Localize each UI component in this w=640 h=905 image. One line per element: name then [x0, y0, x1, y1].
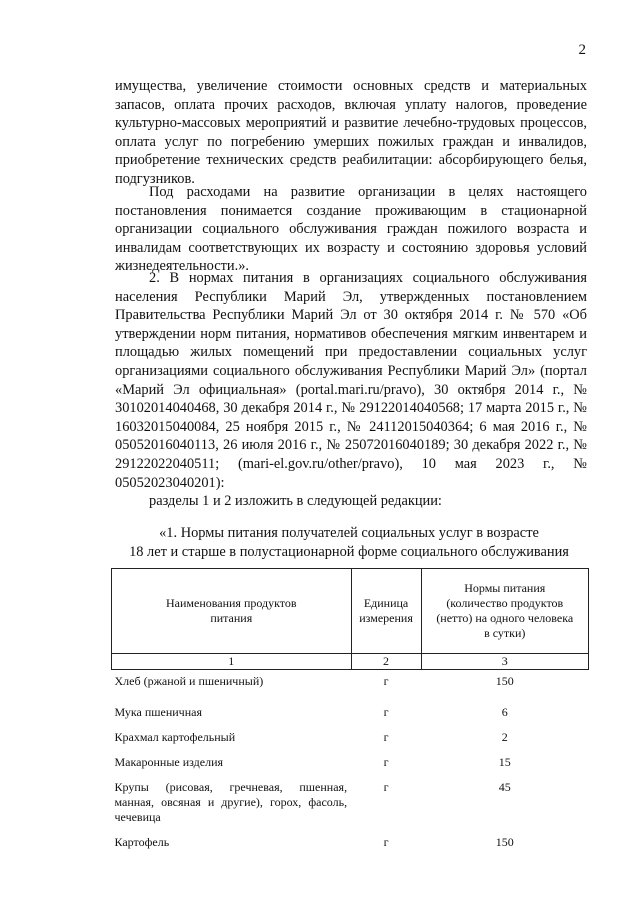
header-product-name-text: Наименования продуктов питания — [166, 596, 297, 625]
table-header-row — [112, 569, 589, 654]
product-unit: г — [383, 674, 389, 688]
product-name: Крупы (рисовая, гречневая, пшенная, манная, овсяная и другие), горох, фасоль, чечевица — [114, 780, 348, 824]
table-title — [110, 524, 588, 562]
header-unit-text: Единица измерения — [359, 596, 413, 625]
table-title-line-1: «1. Нормы питания получателей социальных услуг в возрасте — [159, 525, 539, 541]
product-norm: 150 — [495, 835, 514, 849]
product-norm: 15 — [498, 755, 511, 769]
column-number-3: 3 — [421, 654, 588, 670]
paragraph-continuation — [115, 77, 587, 189]
product-norm: 45 — [498, 780, 511, 794]
paragraph-development-expenses — [115, 183, 587, 276]
product-unit: г — [383, 755, 389, 769]
nutrition-norms-table — [111, 568, 589, 851]
paragraph-text: имущества, увеличение стоимости основных средств и материальных запасов, оплата прочих расходов, включая уплату налогов, проведение культурно-массовых мероприятий и развитие лечебно-трудовых процессов, оплата услуг по погребению умерших пожилых граждан и инвалидов, приобретение технических средств реабилитации: абсорбирующего белья, подгузников. — [115, 78, 587, 187]
product-unit: г — [383, 780, 389, 794]
table-row — [112, 771, 589, 828]
product-name: Хлеб (ржаной и пшеничный) — [114, 674, 264, 688]
product-unit: г — [383, 835, 389, 849]
table-title-line-2: 18 лет и старше в полустационарной форме социального обслуживания — [129, 544, 569, 560]
paragraph-sections-statement — [115, 492, 587, 511]
product-unit: г — [383, 730, 389, 744]
header-unit — [351, 569, 421, 654]
product-unit: г — [383, 705, 389, 719]
header-norm-text: Нормы питания (количество продуктов (нетто) на одного человека в сутки) — [436, 581, 574, 640]
column-number-row — [112, 654, 589, 670]
header-norm — [421, 569, 588, 654]
paragraph-text: разделы 1 и 2 изложить в следующей редакции: — [149, 493, 442, 509]
table-row — [112, 696, 589, 721]
product-name: Макаронные изделия — [114, 755, 224, 769]
column-number-1: 1 — [112, 654, 352, 670]
product-name: Крахмал картофельный — [114, 730, 236, 744]
paragraph-text: 2. В нормах питания в организациях социального обслуживания населения Республики Марий Эл, утвержденных постановлением Правительства Республики Марий Эл от 30 октября 2014 г. № 570 «Об утверждении норм питания, нормативов обеспечения мягким инвентарем и площадью жилых помещений при предоставлении социальных услуг организациями социального обслуживания Республики Марий Эл» (портал «Марий Эл официальная» (portal.mari.ru/pravo), 30 октября 2014 г., № 30102014040468, 30 декабря 2014 г., № 29122014040568; 17 марта 2015 г., № 16032015040084, 25 ноября 2015 г., № 24112015040364; 6 мая 2016 г., № 05052016040113, 26 июля 2016 г., № 25072016040189; 30 декабря 2022 г., № 29122022040511; (mari-el.gov.ru/other/pravo), 10 мая 2023 г., № 05052023040201): — [115, 270, 587, 491]
table-row — [112, 721, 589, 746]
table-row — [112, 670, 589, 697]
table-row — [112, 746, 589, 771]
product-norm: 2 — [501, 730, 508, 744]
page-number: 2 — [578, 42, 586, 58]
table-row — [112, 828, 589, 851]
product-name: Мука пшеничная — [114, 705, 202, 719]
paragraph-text: Под расходами на развитие организации в целях настоящего постановления понимается создание проживающим в стационарной организации социального обслуживания граждан пожилого возраста и инвалидам соответствующих их возрасту и состоянию здоровья условий жизнедеятельности.». — [115, 184, 587, 275]
column-number-2: 2 — [351, 654, 421, 670]
product-norm: 150 — [495, 674, 514, 688]
paragraph-item-2 — [115, 269, 587, 492]
header-product-name — [112, 569, 352, 654]
product-name: Картофель — [114, 835, 170, 849]
product-norm: 6 — [501, 705, 508, 719]
